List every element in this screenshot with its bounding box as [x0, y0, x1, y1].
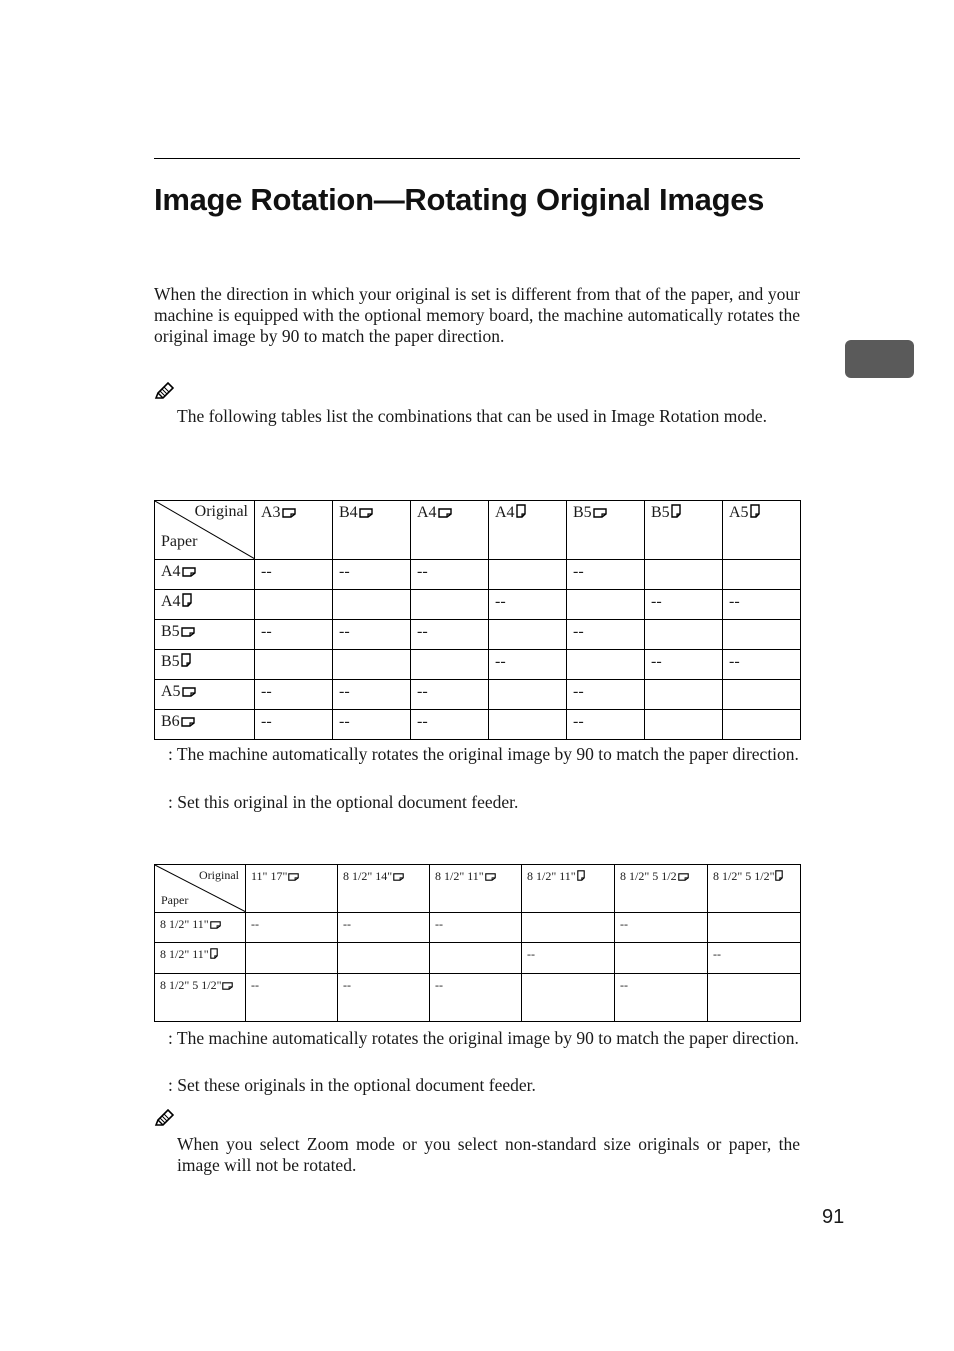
table-cell: --: [338, 913, 430, 943]
table2-legend-rotate: [154, 1028, 800, 1049]
column-header: [246, 865, 338, 913]
row-header-label: A4: [161, 593, 181, 610]
portrait-paper-icon: [181, 653, 191, 667]
table-cell: [567, 590, 645, 620]
inch-rotation-table: [154, 864, 801, 1022]
corner-header-cell: [155, 501, 255, 560]
column-header-label: 8 1/2" 5 1/2": [713, 869, 775, 883]
column-header: [522, 865, 615, 913]
note-text-2: When you select Zoom mode or you select non-standard size originals or paper, the image will not be rotated.: [177, 1134, 800, 1175]
legend-text: : Set this original in the optional document feeder.: [168, 792, 519, 812]
table1-legend-feeder: [154, 792, 800, 813]
table-header-row: [155, 501, 801, 560]
portrait-paper-icon: [750, 504, 760, 518]
table-cell: --: [411, 560, 489, 590]
table-cell: --: [615, 974, 708, 1022]
row-header-label: A4: [161, 563, 181, 580]
column-header: [333, 501, 411, 560]
table-row: [155, 590, 801, 620]
table-row: [155, 560, 801, 590]
column-header-label: A5: [729, 504, 749, 521]
table-cell: --: [255, 710, 333, 740]
table-cell: --: [489, 650, 567, 680]
table-cell: --: [246, 974, 338, 1022]
row-header-label: B5: [161, 653, 180, 670]
chapter-tab: [845, 340, 914, 378]
portrait-paper-icon: [671, 504, 681, 518]
table-cell: --: [645, 590, 723, 620]
table-cell: [255, 590, 333, 620]
table-cell: --: [567, 710, 645, 740]
corner-original-label: Original: [199, 868, 239, 882]
portrait-paper-icon: [516, 504, 526, 518]
row-header: [155, 710, 255, 740]
table-cell: --: [333, 620, 411, 650]
corner-paper-label: Paper: [161, 893, 189, 907]
row-header: [155, 560, 255, 590]
table-cell: [708, 913, 801, 943]
column-header: [338, 865, 430, 913]
row-header: [155, 620, 255, 650]
corner-paper-label: Paper: [161, 533, 198, 550]
table-cell: [723, 680, 801, 710]
column-header-label: 11" 17": [251, 869, 288, 883]
column-header-label: A4: [495, 504, 515, 521]
column-header-label: 8 1/2" 5 1/2: [620, 869, 677, 883]
column-header-label: A3: [261, 504, 281, 521]
table-cell: [723, 710, 801, 740]
table-cell: --: [615, 913, 708, 943]
table-cell: [522, 974, 615, 1022]
table-cell: [708, 974, 801, 1022]
pencil-note-icon: [154, 1109, 174, 1127]
table-cell: [411, 590, 489, 620]
table-cell: [489, 680, 567, 710]
table-cell: --: [567, 620, 645, 650]
column-header-label: 8 1/2" 11": [527, 869, 576, 883]
table-cell: --: [411, 710, 489, 740]
table-row: [155, 710, 801, 740]
landscape-paper-icon: [222, 982, 233, 990]
table2-legend-feeder: [154, 1075, 800, 1096]
table-cell: [645, 620, 723, 650]
table-cell: --: [567, 680, 645, 710]
table-row: [155, 913, 801, 943]
table-cell: [246, 943, 338, 974]
column-header: [615, 865, 708, 913]
page-title: Image Rotation—Rotating Original Images: [154, 182, 765, 217]
column-header-label: B5: [573, 504, 592, 521]
table-cell: [723, 560, 801, 590]
column-header: [645, 501, 723, 560]
landscape-paper-icon: [181, 627, 195, 637]
table-cell: [338, 943, 430, 974]
column-header-label: A4: [417, 504, 437, 521]
table-cell: [489, 560, 567, 590]
row-header-label: B6: [161, 713, 180, 730]
column-header: [708, 865, 801, 913]
table-cell: [411, 650, 489, 680]
table-cell: --: [255, 620, 333, 650]
row-header: [155, 974, 246, 1022]
landscape-paper-icon: [288, 873, 299, 881]
row-header-label: 8 1/2" 11": [160, 947, 209, 961]
row-header: [155, 650, 255, 680]
table-cell: [430, 943, 522, 974]
table-cell: --: [522, 943, 615, 974]
column-header: [567, 501, 645, 560]
landscape-paper-icon: [181, 717, 195, 727]
table-cell: [645, 560, 723, 590]
table-cell: [489, 620, 567, 650]
table-cell: --: [567, 560, 645, 590]
table-header-row: [155, 865, 801, 913]
table-cell: [489, 710, 567, 740]
note-text-1: The following tables list the combinations that can be used in Image Rotation mode.: [177, 406, 768, 426]
row-header: [155, 590, 255, 620]
table-cell: [645, 680, 723, 710]
table-cell: --: [411, 620, 489, 650]
table-cell: --: [708, 943, 801, 974]
landscape-paper-icon: [359, 508, 373, 518]
landscape-paper-icon: [393, 873, 404, 881]
column-header-label: B5: [651, 504, 670, 521]
metric-rotation-table: [154, 500, 801, 740]
landscape-paper-icon: [593, 508, 607, 518]
column-header: [723, 501, 801, 560]
table-cell: [645, 710, 723, 740]
table-cell: --: [246, 913, 338, 943]
row-header: [155, 680, 255, 710]
landscape-paper-icon: [678, 873, 689, 881]
pencil-note-icon: [154, 382, 174, 400]
table-cell: --: [723, 650, 801, 680]
table-cell: --: [333, 710, 411, 740]
column-header-label: 8 1/2" 11": [435, 869, 484, 883]
table-row: [155, 650, 801, 680]
table-cell: --: [333, 560, 411, 590]
row-header-label: B5: [161, 623, 180, 640]
legend-text: : Set these originals in the optional document feeder.: [168, 1075, 536, 1095]
intro-paragraph: When the direction in which your original is set is different from that of the paper, and your machine is equipped with the optional memory board, the machine automatically rotates the original image by 90 to match the paper direction.: [154, 284, 800, 346]
landscape-paper-icon: [182, 567, 196, 577]
legend-text: : The machine automatically rotates the original image by 90 to match the paper direction.: [168, 744, 799, 764]
landscape-paper-icon: [182, 687, 196, 697]
page-number: 91: [822, 1206, 845, 1228]
portrait-paper-icon: [210, 948, 218, 959]
column-header-label: 8 1/2" 14": [343, 869, 393, 883]
table-row: [155, 974, 801, 1022]
row-header: [155, 913, 246, 943]
row-header-label: 8 1/2" 11": [160, 917, 209, 931]
row-header: [155, 943, 246, 974]
table-cell: --: [255, 560, 333, 590]
landscape-paper-icon: [438, 508, 452, 518]
table-cell: --: [430, 974, 522, 1022]
table-cell: --: [489, 590, 567, 620]
corner-header-cell: [155, 865, 246, 913]
table-cell: [255, 650, 333, 680]
legend-text: : The machine automatically rotates the original image by 90 to match the paper direction.: [168, 1028, 799, 1048]
table-cell: [333, 590, 411, 620]
portrait-paper-icon: [577, 870, 585, 881]
table-cell: --: [411, 680, 489, 710]
table-cell: [333, 650, 411, 680]
row-header-label: A5: [161, 683, 181, 700]
column-header: [255, 501, 333, 560]
corner-original-label: Original: [194, 503, 248, 520]
table-cell: [723, 620, 801, 650]
portrait-paper-icon: [775, 870, 783, 881]
top-rule: [154, 158, 800, 159]
row-header-label: 8 1/2" 5 1/2": [160, 978, 222, 992]
table-cell: --: [430, 913, 522, 943]
column-header-label: B4: [339, 504, 358, 521]
table-cell: --: [645, 650, 723, 680]
landscape-paper-icon: [485, 873, 496, 881]
column-header: [411, 501, 489, 560]
table1-legend-rotate: [154, 744, 800, 765]
table-cell: --: [255, 680, 333, 710]
column-header: [430, 865, 522, 913]
table-cell: --: [333, 680, 411, 710]
landscape-paper-icon: [282, 508, 296, 518]
table-cell: [615, 943, 708, 974]
table-cell: [567, 650, 645, 680]
table-row: [155, 943, 801, 974]
table-cell: --: [723, 590, 801, 620]
table-row: [155, 620, 801, 650]
table-cell: --: [338, 974, 430, 1022]
landscape-paper-icon: [210, 921, 221, 929]
portrait-paper-icon: [182, 593, 192, 607]
table-cell: [522, 913, 615, 943]
column-header: [489, 501, 567, 560]
table-row: [155, 680, 801, 710]
